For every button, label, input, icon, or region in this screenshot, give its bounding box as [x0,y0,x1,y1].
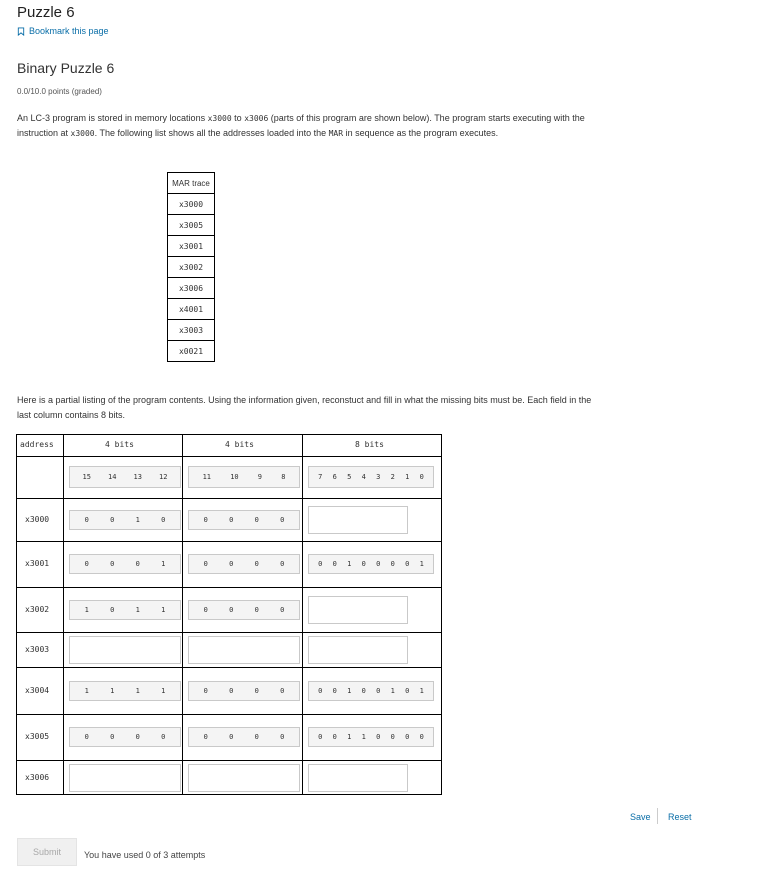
bit-input[interactable] [188,636,300,664]
bit-value: 0 [229,733,234,741]
bit-value: 0 [203,686,208,695]
bit-value: 0 [332,560,337,568]
bit-label-row [69,466,181,488]
mar-trace-value: x3001 [168,236,215,257]
bit-value: 0 [203,560,208,568]
bit-value: 1 [405,473,410,481]
bit-value: 8 [281,473,286,481]
problem-title: Binary Puzzle 6 [17,60,115,76]
header-8bits: 8 bits [355,440,384,449]
row-address: x3001 [25,559,50,568]
mar-trace-header: MAR trace [168,173,215,194]
bit-value: 0 [280,686,285,695]
bit-input[interactable] [308,636,408,664]
bit-value: 0 [110,605,115,614]
bit-value: 14 [108,473,117,481]
listing-paragraph: Here is a partial listing of the program contents. Using the information given, reconstuct and fill in what the missing bits must be. Each field in the last column contains 8 bits. [17,395,592,420]
bit-value: 0 [254,686,259,695]
bit-input[interactable] [308,506,408,534]
bit-value: 7 [318,473,323,481]
mar-trace-value: x4001 [168,299,215,320]
bit-field [69,554,181,574]
points-status: 0.0/10.0 points (graded) [17,87,102,96]
bookmark-icon [17,27,25,36]
bit-value: 0 [318,560,323,568]
bit-value: 0 [229,605,234,614]
save-button[interactable]: Save [630,812,651,822]
bit-value: 5 [347,473,352,481]
row-address: x3004 [25,685,50,695]
bit-field [188,727,300,747]
bit-value: 0 [110,515,115,524]
bit-value: 0 [84,733,89,741]
bit-value: 0 [254,605,259,614]
bit-value: 0 [161,733,166,741]
bit-value: 0 [84,560,89,568]
program-table [16,434,442,795]
mar-trace-table [167,172,215,362]
row-address: x3000 [25,514,50,524]
bit-value: 0 [318,733,323,741]
bookmark-link[interactable] [17,26,109,36]
bit-value: 0 [419,733,424,741]
bit-value: 0 [376,560,381,568]
bit-value: 0 [390,733,395,741]
bit-value: 15 [82,473,91,481]
bit-value: 0 [332,733,337,741]
bit-value: 12 [159,473,168,481]
bit-value: 0 [376,686,381,695]
bit-value: 0 [405,686,410,695]
bit-value: 0 [203,515,208,524]
reset-button[interactable]: Reset [668,812,692,822]
bit-value: 1 [419,560,424,568]
bit-field [69,681,181,701]
bit-value: 1 [84,605,89,614]
row-address: x3002 [25,604,50,614]
bit-value: 0 [203,733,208,741]
bit-value: 0 [254,733,259,741]
bit-value: 0 [110,560,115,568]
bit-value: 0 [280,515,285,524]
bit-label-row [308,466,434,488]
header-4bits-mid: 4 bits [225,440,254,449]
bit-value: 0 [280,605,285,614]
header-4bits-high: 4 bits [105,440,134,449]
intro-paragraph: An LC-3 program is stored in memory locations x3000 to x3006 (parts of this program are shown below). The program starts executing with the instruction at x3000. The following list shows all the addresses loaded into the MAR in sequence as the program executes. [17,113,585,138]
bit-value: 2 [390,473,395,481]
bit-value: 1 [135,605,140,614]
bit-value: 0 [135,733,140,741]
bit-label-row [188,466,300,488]
mar-trace-value: x3006 [168,278,215,299]
bit-value: 0 [110,733,115,741]
bit-value: 1 [135,515,140,524]
bit-field [308,554,434,574]
bit-value: 1 [361,733,366,741]
bit-input[interactable] [308,764,408,792]
bit-field [188,510,300,530]
bit-field [188,600,300,620]
bit-value: 0 [229,515,234,524]
mar-trace-value: x0021 [168,341,215,362]
bit-value: 4 [361,473,366,481]
header-address: address [20,440,54,449]
bit-input[interactable] [69,764,181,792]
bit-input[interactable] [308,596,408,624]
bit-value: 0 [332,686,337,695]
bookmark-label: Bookmark this page [29,26,109,36]
bit-field [69,727,181,747]
bit-value: 0 [161,515,166,524]
bit-value: 1 [161,686,166,695]
mar-trace-value: x3002 [168,257,215,278]
bit-value: 1 [347,686,352,695]
row-address: x3006 [25,772,50,782]
bit-value: 1 [161,605,166,614]
bit-input[interactable] [188,764,300,792]
page-title: Puzzle 6 [17,4,75,21]
action-divider [657,808,658,824]
bit-value: 0 [135,560,140,568]
mar-trace-value: x3000 [168,194,215,215]
bit-field [308,681,434,701]
bit-field [308,727,434,747]
bit-value: 0 [376,733,381,741]
mar-trace-value: x3005 [168,215,215,236]
bit-value: 0 [254,515,259,524]
bit-value: 1 [110,686,115,695]
bit-value: 0 [419,473,424,481]
bit-value: 11 [202,473,212,481]
bit-value: 0 [254,560,259,568]
bit-value: 0 [318,686,323,695]
bit-value: 1 [347,560,352,568]
row-address: x3005 [25,732,50,741]
bit-value: 10 [230,473,239,481]
bit-value: 1 [84,686,89,695]
row-address: x3003 [25,644,50,654]
bit-value: 1 [390,686,395,695]
bit-value: 13 [133,473,142,481]
attempts-text: You have used 0 of 3 attempts [84,850,206,860]
bit-input[interactable] [69,636,181,664]
bit-value: 0 [84,515,89,524]
bit-value: 1 [161,560,166,568]
bit-value: 1 [135,686,140,695]
bit-value: 1 [419,686,424,695]
bit-value: 0 [229,686,234,695]
bit-value: 6 [332,473,337,481]
bit-value: 1 [347,733,352,741]
submit-button[interactable]: Submit [17,838,77,866]
bit-value: 0 [361,686,366,695]
bit-field [188,681,300,701]
bit-value: 3 [376,473,381,481]
bit-field [188,554,300,574]
bit-field [69,600,181,620]
bit-value: 0 [229,560,234,568]
bit-value: 0 [390,560,395,568]
bit-value: 0 [203,605,208,614]
bit-value: 0 [280,560,285,568]
bit-value: 9 [257,473,263,481]
bit-value: 0 [405,560,410,568]
mar-trace-value: x3003 [168,320,215,341]
bit-value: 0 [280,733,285,741]
bit-field [69,510,181,530]
bit-value: 0 [361,560,366,568]
bit-value: 0 [405,733,410,741]
